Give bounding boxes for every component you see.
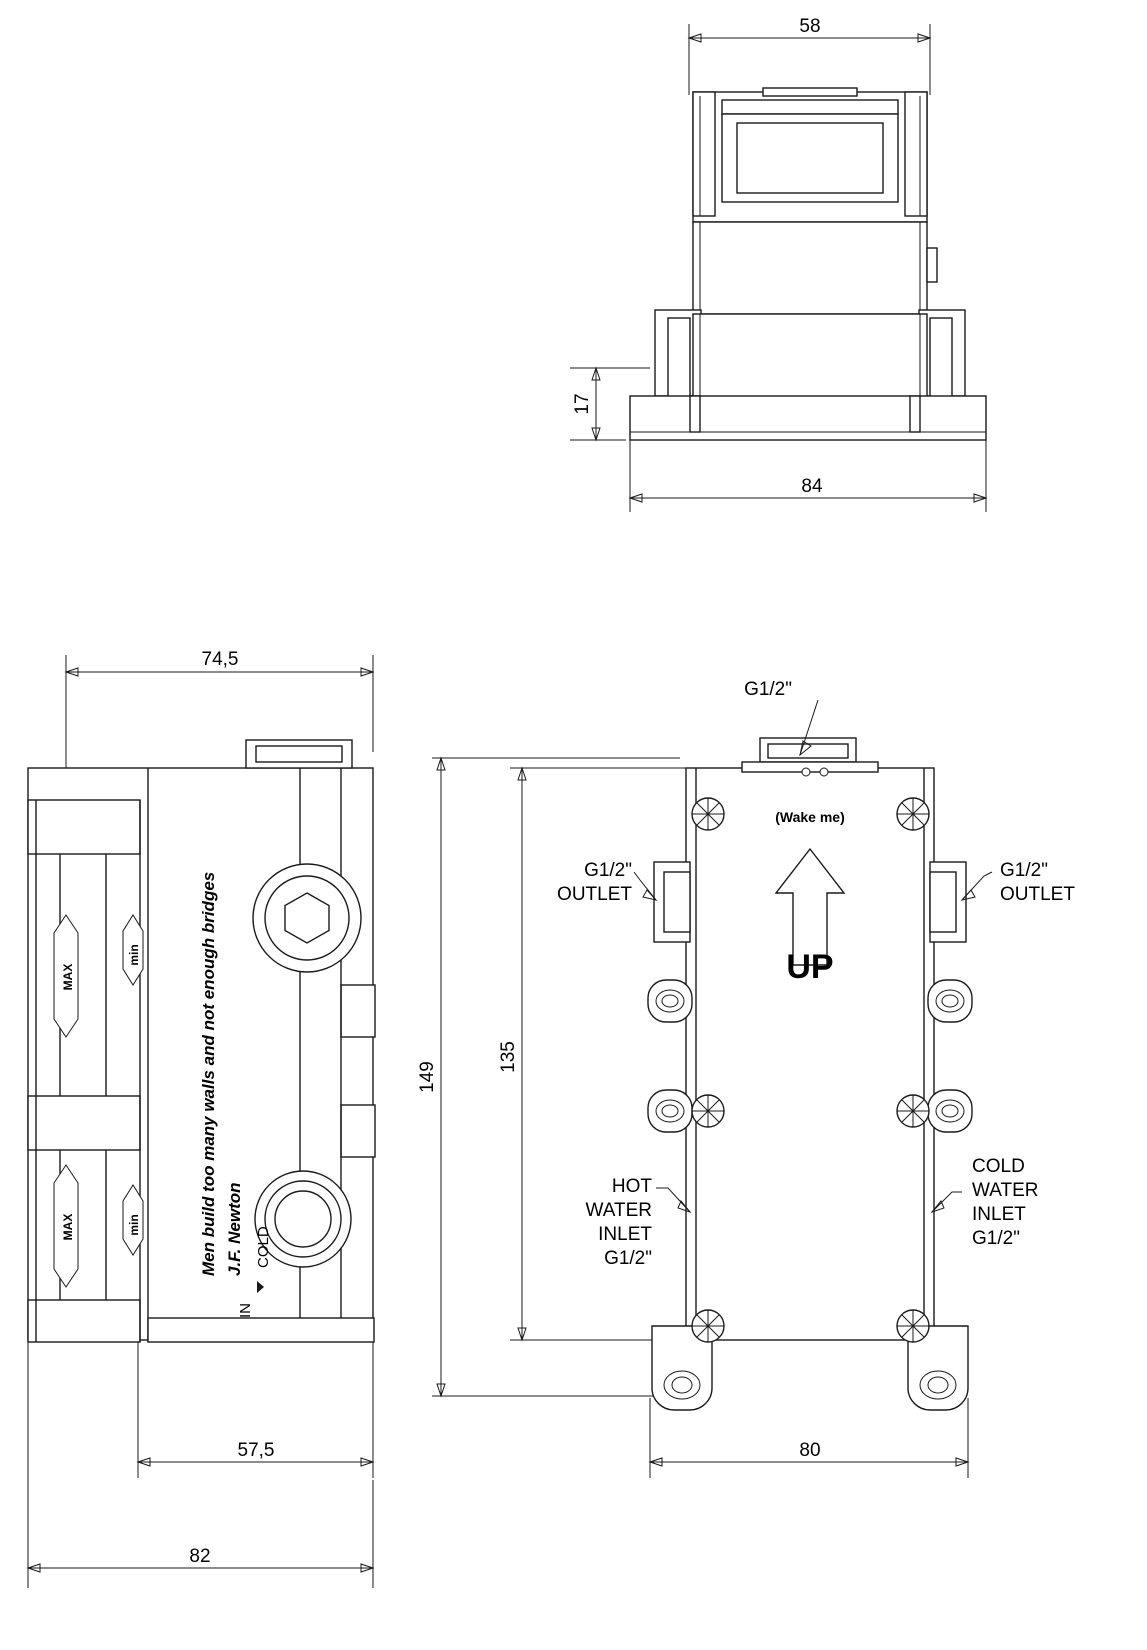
engraved-quote: Men build too many walls and not enough bridges bbox=[199, 871, 218, 1276]
label-cold: COLD bbox=[255, 1226, 272, 1268]
dim-82-label: 82 bbox=[189, 1546, 211, 1567]
scale-marker-max-bottom bbox=[54, 1165, 78, 1287]
dim-149 bbox=[417, 758, 680, 1396]
callout-top-thread-label: G1/2" bbox=[744, 679, 792, 700]
callout-cold-inlet-line2: WATER bbox=[972, 1180, 1039, 1201]
label-max-top: MAX bbox=[61, 963, 75, 991]
screw-top-left bbox=[692, 798, 724, 830]
label-min-top: min bbox=[127, 944, 141, 966]
mount-tab-left-upper bbox=[648, 980, 692, 1022]
callout-hot-inlet-line2: WATER bbox=[585, 1200, 652, 1221]
top-view bbox=[570, 16, 986, 512]
dim-57-5 bbox=[138, 1342, 373, 1478]
screw-bottom-left bbox=[692, 1310, 724, 1342]
callout-hot-inlet bbox=[586, 1176, 691, 1269]
dim-84 bbox=[630, 440, 986, 512]
callout-cold-inlet bbox=[932, 1156, 1039, 1249]
engraved-quote-author: J.F. Newton bbox=[225, 1182, 244, 1276]
scale-marker-max-top bbox=[54, 915, 78, 1037]
callout-right-outlet-line1: G1/2" bbox=[1000, 860, 1048, 881]
callout-right-outlet bbox=[962, 860, 1075, 905]
scale-marker-min-top bbox=[123, 915, 143, 985]
callout-left-outlet-line2: OUTLET bbox=[557, 884, 632, 905]
mount-tab-left-lower bbox=[648, 1090, 692, 1132]
front-view bbox=[417, 679, 1075, 1478]
label-max-bottom: MAX bbox=[61, 1213, 75, 1241]
dim-80-label: 80 bbox=[799, 1440, 821, 1461]
side-view bbox=[28, 649, 375, 1588]
callout-left-outlet-line1: G1/2" bbox=[584, 860, 632, 881]
dim-149-label: 149 bbox=[417, 1061, 438, 1093]
label-min-bottom: min bbox=[127, 1214, 141, 1236]
screw-mid-left bbox=[692, 1095, 724, 1127]
callout-cold-inlet-line3: INLET bbox=[972, 1204, 1026, 1225]
dim-58 bbox=[689, 16, 930, 95]
callout-left-outlet bbox=[557, 860, 656, 905]
dim-84-label: 84 bbox=[801, 476, 823, 497]
screw-mid-right bbox=[897, 1095, 929, 1127]
up-label: UP bbox=[786, 948, 834, 986]
dim-58-label: 58 bbox=[799, 16, 821, 37]
label-in: IN bbox=[237, 1303, 254, 1318]
dim-82 bbox=[28, 1342, 373, 1588]
callout-right-outlet-line2: OUTLET bbox=[1000, 884, 1075, 905]
dim-57-5-label: 57,5 bbox=[237, 1440, 275, 1461]
dim-135-label: 135 bbox=[498, 1041, 519, 1073]
screw-top-right bbox=[897, 798, 929, 830]
dim-17-label: 17 bbox=[572, 393, 593, 415]
scale-marker-min-bottom bbox=[123, 1185, 143, 1255]
mount-tab-right-upper bbox=[928, 980, 972, 1022]
dim-74-5-label: 74,5 bbox=[201, 649, 239, 670]
dim-80 bbox=[650, 1398, 968, 1478]
wake-me-label: (Wake me) bbox=[775, 809, 845, 825]
callout-hot-inlet-line1: HOT bbox=[611, 1176, 652, 1197]
callout-cold-inlet-line4: G1/2" bbox=[972, 1228, 1020, 1249]
screw-bottom-right bbox=[897, 1310, 929, 1342]
callout-hot-inlet-line4: G1/2" bbox=[604, 1248, 652, 1269]
mount-tab-right-lower bbox=[928, 1090, 972, 1132]
dim-135 bbox=[498, 768, 686, 1340]
callout-hot-inlet-line3: INLET bbox=[598, 1224, 652, 1245]
callout-cold-inlet-line1: COLD bbox=[972, 1156, 1025, 1177]
hex-cap bbox=[253, 864, 361, 972]
